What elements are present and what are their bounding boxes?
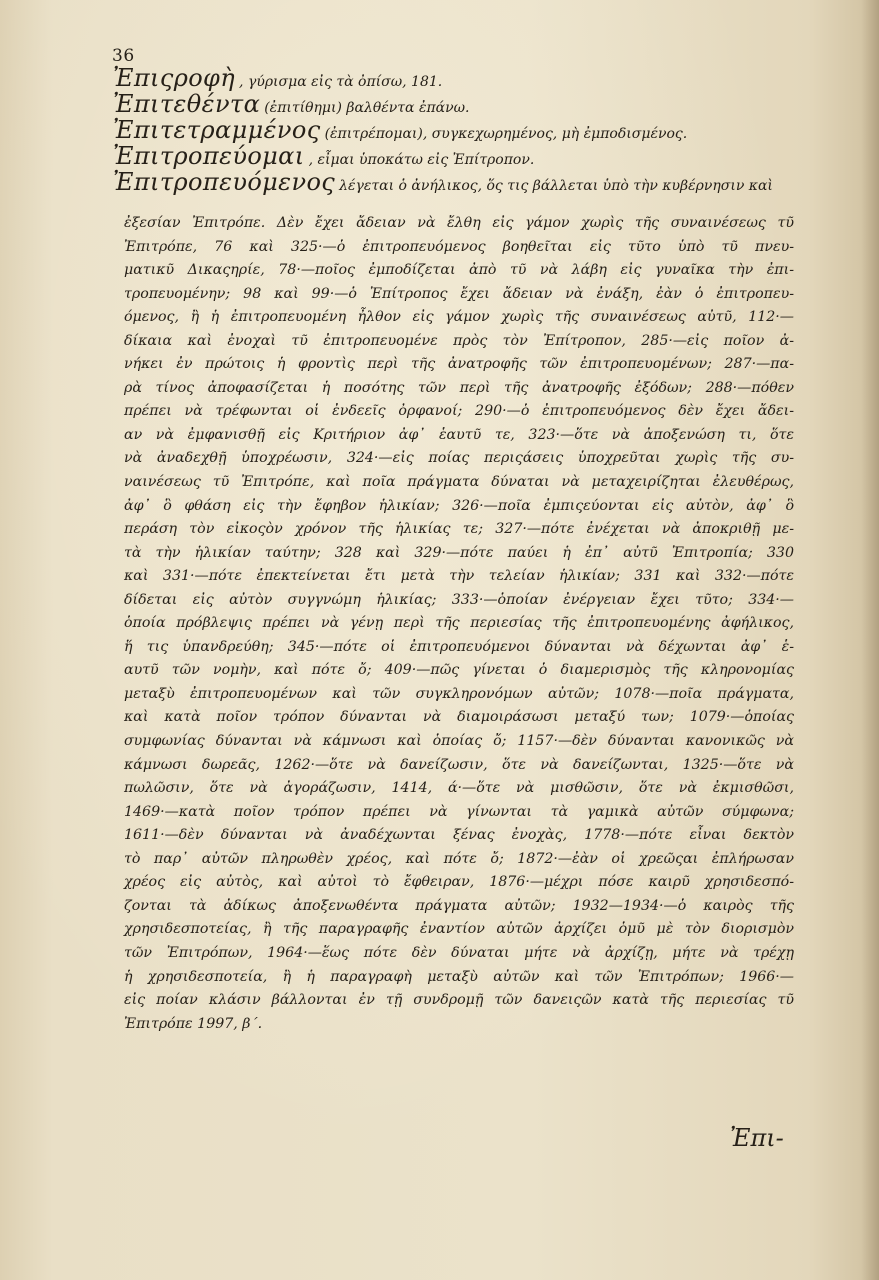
headword: Ἐπιτροπευόμενος xyxy=(113,168,336,196)
text-line: νήκει ἐν πρώτοις ἡ φροντὶς περὶ τῆς ἀνατροφῆς τῶν ἐπιτροπευομένων; 287·—πα- xyxy=(124,356,794,373)
text-line: αν νὰ ἐμφανισθῇ εἰς Κριτήριον ἀφ᾽ ἑαυτῦ τε, 323·—ὅτε νὰ ἀποξενώση τι, ὅτε xyxy=(124,426,794,443)
text-line: ἥ τις ὑπανδρεύθη; 345·—πότε οἱ ἐπιτροπευόμενοι δύνανται νὰ δέχωνται ἀφ᾽ ἑ- xyxy=(124,638,794,655)
text-line: ναινέσεως τῦ Ἐπιτρόπε, καὶ ποῖα πράγματα δύναται νὰ μεταχειρίζηται ἐλευθέρως, xyxy=(124,474,794,491)
text-line: ἡ χρησιδεσποτεία, ἢ ἡ παραγραφὴ μεταξὺ αὐτῶν καὶ τῶν Ἐπιτρόπων; 1966·— xyxy=(124,968,794,985)
text-line: καὶ κατὰ ποῖον τρόπον δύνανται νὰ διαμοιράσωσι μεταξύ των; 1079·—ὁποίας xyxy=(124,709,794,726)
text-line: τὰ τὴν ἡλικίαν ταύτην; 328 καὶ 329·—πότε παύει ἡ ἐπ᾽ αὐτῦ Ἐπιτροπία; 330 xyxy=(124,544,794,561)
text-line: μεταξὺ ἐπιτροπευομένων καὶ τῶν συγκληρονόμων αὐτῶν; 1078·—ποῖα πράγματα, xyxy=(124,685,794,702)
catchword: Ἐπι- xyxy=(730,1124,784,1152)
text-line: πρέπει νὰ τρέφωνται οἱ ἐνδεεῖς ὀρφανοί; 290·—ὁ ἐπιτροπευόμενος δὲν ἔχει ἄδει- xyxy=(124,403,794,420)
text-line: κάμνωσι δωρεᾶς, 1262·—ὅτε νὰ δανείζωσιν, ὅτε νὰ δανείζωνται, 1325·—ὅτε νὰ xyxy=(124,756,794,773)
entry-definition: , εἶμαι ὑποκάτω εἰς Ἐπίτροπον. xyxy=(308,152,535,168)
text-line: δίδεται εἰς αὐτὸν συγγνώμη ἡλικίας; 333·—ὁποίαν ἐνέργειαν ἔχει τῦτο; 334·— xyxy=(124,591,794,608)
text-line: ὁποία πρόβλεψις πρέπει νὰ γένῃ περὶ τῆς περιεσίας τῆς ἐπιτροπευομένης ἀφήλικος, xyxy=(124,615,794,632)
text-line: 1469·—κατὰ ποῖον τρόπον πρέπει νὰ γίνωνται τὰ γαμικὰ αὐτῶν σύμφωνα; xyxy=(124,803,794,820)
dictionary-entry xyxy=(113,168,803,194)
text-line: νὰ ἀναδεχθῇ ὑποχρέωσιν, 324·—εἰς ποίας περιςάσεις ὑποχρεῦται χωρὶς τῆς συ- xyxy=(124,450,794,467)
headword-list xyxy=(113,64,803,194)
page-gutter-shadow xyxy=(861,0,879,1280)
entry-body-text xyxy=(124,212,794,1036)
page-number: 36 xyxy=(112,46,135,66)
text-line: αυτῦ τῶν νομὴν, καὶ πότε ὄ; 409·—πῶς γίνεται ὁ διαμερισμὸς τῆς κληρονομίας xyxy=(124,662,794,679)
entry-definition: λέγεται ὁ ἀνήλικος, ὅς τις βάλλεται ὑπὸ τὴν κυβέρνησιν καὶ xyxy=(339,178,773,194)
entry-definition: (ἐπιτρέπομαι), συγκεχωρημένος, μὴ ἐμποδισμένος. xyxy=(324,126,688,142)
text-line: πωλῶσιν, ὅτε νὰ ἀγοράζωσιν, 1414, ά·—ὅτε νὰ μισθῶσιν, ὅτε νὰ ἐκμισθῶσι, xyxy=(124,780,794,797)
text-line: Ἐπιτρόπε 1997, β΄. xyxy=(124,1015,263,1032)
text-line: εἰς ποίαν κλάσιν βάλλονται ἐν τῇ συνδρομῇ τῶν δανειςῶν κατὰ τῆς περιεσίας τῦ xyxy=(124,992,794,1009)
text-line: καὶ 331·—πότε ἐπεκτείνεται ἔτι μετὰ τὴν τελείαν ἡλικίαν; 331 καὶ 332·—πότε xyxy=(124,568,794,585)
text-line: τὸ παρ᾽ αὐτῶν πληρωθὲν χρέος, καὶ πότε ὄ; 1872·—ἐὰν οἱ χρεῶςαι ἐπλήρωσαν xyxy=(124,850,794,867)
text-line: συμφωνίας δύνανται νὰ κάμνωσι καὶ ὁποίας ὄ; 1157·—δὲν δύνανται κανονικῶς νὰ xyxy=(124,733,794,750)
dictionary-entry xyxy=(113,90,803,116)
text-line: ζονται τὰ ἀδίκως ἀποξενωθέντα πράγματα αὐτῶν; 1932—1934·—ὁ καιρὸς τῆς xyxy=(124,897,794,914)
text-line: 1611·—δὲν δύνανται νὰ ἀναδέχωνται ξένας ἐνοχὰς, 1778·—πότε εἶναι δεκτὸν xyxy=(124,827,794,844)
headword: Ἐπιςροφὴ xyxy=(113,64,236,92)
headword: Ἐπιτροπεύομαι xyxy=(113,142,305,170)
text-line: τῶν Ἐπιτρόπων, 1964·—ἕως πότε δὲν δύναται μήτε νὰ ἀρχίζῃ, μήτε νὰ τρέχῃ xyxy=(124,944,794,961)
dictionary-entry xyxy=(113,142,803,168)
entry-definition: (ἐπιτίθημι) βαλθέντα ἐπάνω. xyxy=(264,100,470,116)
text-line: χρησιδεσποτείας, ἢ τῆς παραγραφῆς ἐναντίον αὐτῶν ἀρχίζει ὁμῦ μὲ τὸν διορισμὸν xyxy=(124,921,794,938)
text-line: ματικῦ Δικαςηρίε, 78·—ποῖος ἐμποδίζεται ἀπὸ τῦ νὰ λάβη εἰς γυναῖκα τὴν ἐπι- xyxy=(124,262,794,279)
text-line: ρὰ τίνος ἀποφασίζεται ἡ ποσότης τῶν περὶ τῆς ἀνατροφῆς ἐξόδων; 288·—πόθεν xyxy=(124,379,794,396)
dictionary-entry xyxy=(113,116,803,142)
text-line: όμενος, ἢ ἡ ἐπιτροπευομένη ἦλθον εἰς γάμον χωρὶς τῆς συναινέσεως αὐτῦ, 112·— xyxy=(124,309,794,326)
headword: Ἐπιτεθέντα xyxy=(113,90,261,118)
entry-definition: , γύρισμα εἰς τὰ ὀπίσω, 181. xyxy=(239,74,443,90)
dictionary-entry xyxy=(113,64,803,90)
text-line: Ἐπιτρόπε, 76 καὶ 325·—ὁ ἐπιτροπευόμενος βοηθεῖται εἰς τῦτο ὑπὸ τῦ πνευ- xyxy=(124,238,794,255)
text-line: χρέος εἰς αὐτὸς, καὶ αὐτοὶ τὸ ἔφθειραν, 1876·—μέχρι πόσε καιρῦ χρησιδεσπό- xyxy=(124,874,794,891)
text-line: δίκαια καὶ ἐνοχαὶ τῦ ἐπιτροπευομένε πρὸς τὸν Ἐπίτροπον, 285·—εἰς ποῖον ἀ- xyxy=(124,332,794,349)
headword: Ἐπιτετραμμένος xyxy=(113,116,321,144)
text-line: ἐξεσίαν Ἐπιτρόπε. Δὲν ἔχει ἄδειαν νὰ ἔλθη εἰς γάμον χωρὶς τῆς συναινέσεως τῦ xyxy=(124,215,794,231)
text-line: περάση τὸν εἰκοςὸν χρόνον τῆς ἡλικίας τε; 327·—πότε ἐνέχεται νὰ ἀποκριθῇ με- xyxy=(124,521,794,538)
text-line: τροπευομένην; 98 καὶ 99·—ὁ Ἐπίτροπος ἔχει ἄδειαν νὰ ἐνάξη, ἐὰν ὁ ἐπιτροπευ- xyxy=(124,285,794,302)
text-line: ἀφ᾽ ὃ φθάση εἰς τὴν ἔφηβον ἡλικίαν; 326·—ποῖα ἐμπιςεύονται εἰς αὐτὸν, ἀφ᾽ ὃ xyxy=(124,497,794,514)
